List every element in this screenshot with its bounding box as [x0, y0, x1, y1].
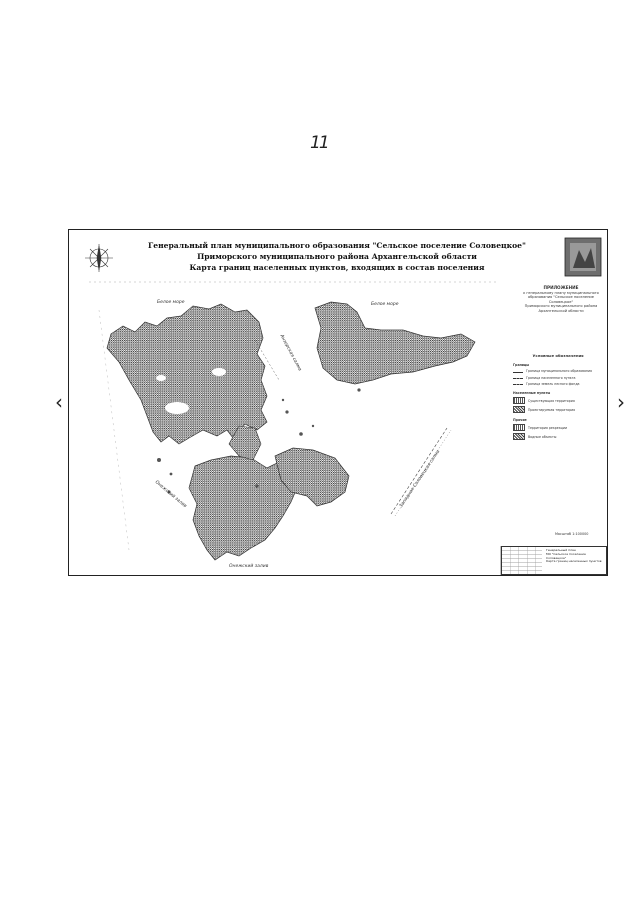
- approval-block: [521, 286, 601, 314]
- stamp-line: Генеральный план: [546, 548, 576, 552]
- legend-item-label: Граница земель лесного фонда: [526, 381, 580, 386]
- title-stamp-block: [501, 546, 607, 575]
- hatch-swatch-icon: [513, 424, 525, 431]
- legend-item-label: Проектируемая территория: [528, 407, 576, 412]
- strait-label: Анзерская салма: [278, 334, 302, 373]
- legend-item-label: Граница населенного пункта: [526, 375, 576, 380]
- bottom-water-label: Онежский залив: [229, 564, 269, 569]
- previous-page-arrow-icon[interactable]: ‹: [55, 390, 63, 414]
- legend-item: [513, 406, 603, 413]
- map-title-line-2: Приморского муниципального района Архангельской области: [197, 252, 477, 261]
- sea-label-left: Белое море: [157, 300, 185, 305]
- approval-line: к генеральному плану муниципального: [523, 290, 599, 295]
- legend-item: [513, 376, 603, 380]
- scale-note: Масштаб 1:100000: [555, 532, 589, 536]
- sea-label-right: Белое море: [371, 302, 399, 307]
- dashed-line-icon: [513, 378, 523, 379]
- legend-item: [513, 397, 603, 404]
- legend-item-label: Существующая территория: [528, 398, 575, 403]
- map-title-line-3: Карта границ населенных пунктов, входящих в состав поселения: [189, 263, 485, 272]
- compass-rose-icon: [85, 244, 113, 272]
- bolshoy-solovetsky-island: [107, 304, 267, 444]
- legend-section-other: Прочие: [513, 418, 527, 423]
- map-sheet: [68, 229, 608, 576]
- diagonal-swatch-icon: [513, 433, 525, 440]
- legend-item: [513, 369, 603, 373]
- dashed-line-icon: [513, 384, 523, 385]
- hatch-swatch-icon: [513, 397, 525, 404]
- approval-line: Приморского муниципального района: [524, 304, 598, 309]
- legend-section-settlements: Населенные пункты: [513, 391, 551, 396]
- approval-head: ПРИЛОЖЕНИЕ: [543, 285, 579, 290]
- map-legend: [513, 354, 603, 440]
- solid-line-icon: [513, 372, 523, 373]
- legend-title: Условные обозначения: [532, 353, 584, 358]
- stamp-text: [546, 549, 606, 564]
- page-number: 11: [310, 133, 328, 153]
- next-page-arrow-icon[interactable]: ›: [617, 390, 625, 414]
- anzer-island: [315, 302, 475, 384]
- legend-item-label: Водные объекты: [528, 434, 557, 439]
- map-title: [127, 240, 547, 273]
- legend-item-label: Граница муниципального образования: [526, 369, 592, 374]
- legend-item: [513, 433, 603, 440]
- approval-line: Архангельской области: [538, 308, 584, 313]
- stamp-line: Карта границ населенных пунктов: [546, 559, 602, 564]
- legend-item-label: Территория рекреации: [528, 425, 568, 430]
- stamp-line: МО "Сельское поселение Соловецкое": [546, 551, 586, 560]
- stamp-grid: [502, 547, 542, 574]
- legend-item: [513, 382, 603, 386]
- map-title-line-1: Генеральный план муниципального образования "Сельское поселение Соловецкое": [148, 241, 526, 250]
- bay-label: Онежский залив: [153, 480, 188, 510]
- legend-section-borders: Границы: [513, 363, 530, 368]
- diagonal-swatch-icon: [513, 406, 525, 413]
- diagonal-label: Западная Соловецкая салма: [399, 449, 442, 509]
- legend-item: [513, 424, 603, 431]
- approval-line: образования "Сельское поселение Соловецкое": [528, 295, 594, 304]
